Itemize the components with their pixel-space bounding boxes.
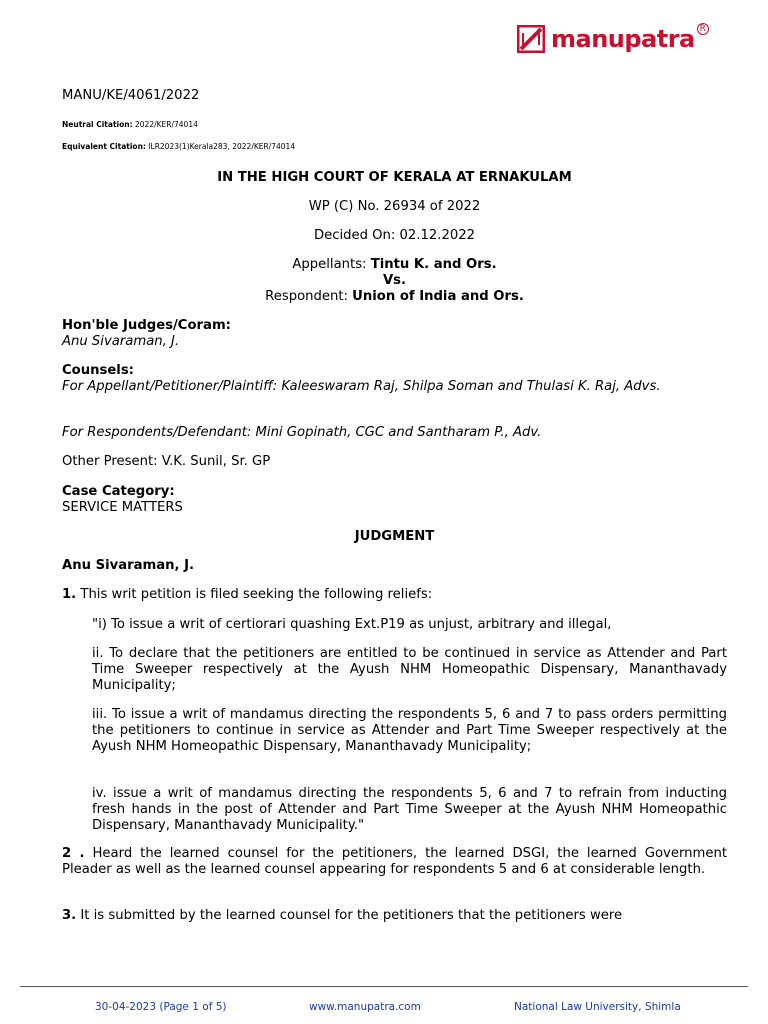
manupatra-logo-icon	[517, 25, 545, 53]
paragraph-2-text: Heard the learned counsel for the petitioners, the learned DSGI, the learned Government Pleader as well as the learned counsel appearing for respondents 5 and 6 at considerable length.	[62, 846, 727, 877]
footer-institution: National Law University, Shimla	[514, 1001, 681, 1013]
decided-on: Decided On: 02.12.2022	[313, 228, 476, 243]
paragraph-1	[62, 587, 727, 603]
equivalent-citation-label: Equivalent Citation:	[62, 142, 146, 151]
manupatra-logo	[517, 22, 709, 56]
court-name: IN THE HIGH COURT OF KERALA AT ERNAKULAM	[217, 170, 572, 185]
paragraph-3-number: 3.	[62, 908, 77, 923]
respondent-names: Union of India and Ors.	[352, 289, 524, 304]
paragraph-3	[62, 908, 727, 924]
counsel-respondent: For Respondents/Defendant: Mini Gopinath, CGC and Santharam P., Adv.	[62, 425, 542, 440]
equivalent-citation-value: ILR2023(1)Kerala283, 2022/KER/74014	[148, 142, 296, 151]
registered-mark: R	[697, 23, 709, 35]
equivalent-citation	[62, 142, 727, 152]
appellants-names: Tintu K. and Ors.	[370, 257, 497, 272]
appellants-label: Appellants:	[292, 257, 367, 272]
footer-site-link[interactable]: www.manupatra.com	[309, 1001, 421, 1013]
appellants	[62, 257, 727, 273]
manu-citation: MANU/KE/4061/2022	[62, 88, 200, 103]
relief-item: ii. To declare that the petitioners are entitled to be continued in service as Attender and Part Time Sweeper respectively at the Ayush NHM Homeopathic Dispensary, Mananthavady Municipality;	[92, 646, 727, 693]
paragraph-1-text: This writ petition is filed seeking the following reliefs:	[80, 587, 433, 602]
paragraph-2-number: 2 .	[62, 846, 85, 861]
logo-text: manupatra	[551, 25, 695, 53]
counsel-appellant: For Appellant/Petitioner/Plaintiff: Kaleeswaram Raj, Shilpa Soman and Thulasi K. Raj, Advs.	[62, 379, 661, 394]
judgment-heading: JUDGMENT	[354, 529, 435, 544]
other-present: Other Present: V.K. Sunil, Sr. GP	[62, 454, 271, 469]
paragraph-3-text: It is submitted by the learned counsel for the petitioners that the petitioners were	[80, 908, 623, 923]
case-category-heading: Case Category:	[62, 484, 175, 499]
judges-name: Anu Sivaraman, J.	[62, 334, 180, 349]
relief-item: iii. To issue a writ of mandamus directing the respondents 5, 6 and 7 to pass orders permitting the petitioners to continue in service as Attender and Part Time Sweeper respectively at the Ayush NHM Homeopathic Dispensary, Mananthavady Municipality;	[92, 707, 727, 754]
versus: Vs.	[382, 273, 407, 288]
paragraph-1-number: 1.	[62, 587, 77, 602]
footer-date-page: 30-04-2023 (Page 1 of 5)	[95, 1001, 227, 1013]
judgment-judge: Anu Sivaraman, J.	[62, 558, 195, 573]
paragraph-2	[62, 846, 727, 878]
neutral-citation-value: 2022/KER/74014	[135, 120, 198, 129]
case-category-value: SERVICE MATTERS	[62, 500, 183, 515]
footer-divider	[20, 986, 748, 987]
relief-item: "i) To issue a writ of certiorari quashing Ext.P19 as unjust, arbitrary and illegal,	[92, 617, 612, 632]
neutral-citation	[62, 120, 727, 130]
judges-heading: Hon'ble Judges/Coram:	[62, 318, 231, 333]
respondent-label: Respondent:	[265, 289, 348, 304]
neutral-citation-label: Neutral Citation:	[62, 120, 133, 129]
respondent	[62, 289, 727, 305]
relief-item: iv. issue a writ of mandamus directing the respondents 5, 6 and 7 to refrain from inducting fresh hands in the post of Attender and Part Time Sweeper at the Ayush NHM Homeopathic Dispensary, Mananthavady Municipality."	[92, 786, 727, 833]
case-number: WP (C) No. 26934 of 2022	[308, 199, 481, 214]
counsels-heading: Counsels:	[62, 363, 134, 378]
